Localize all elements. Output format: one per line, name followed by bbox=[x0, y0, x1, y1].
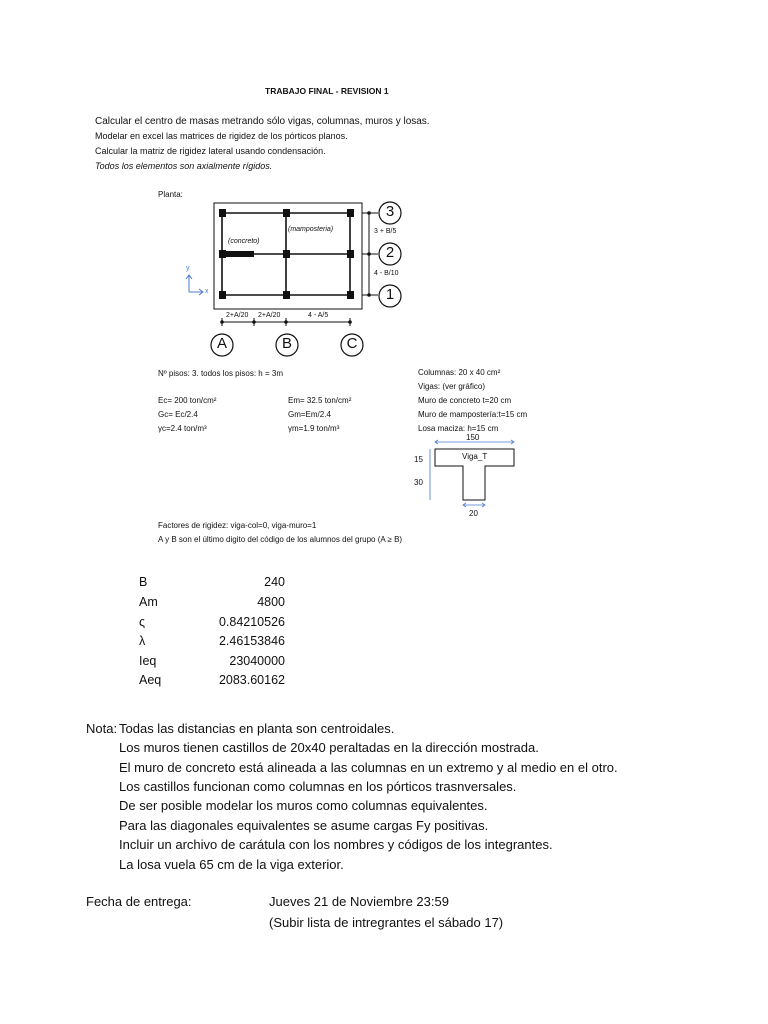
floors-text: Nº pisos: 3. todos los pisos: h = 3m bbox=[158, 369, 283, 378]
instruction-line: Calcular el centro de masas metrando sólo vigas, columnas, muros y losas. bbox=[95, 116, 430, 127]
concrete-prop: Gc= Ec/2.4 bbox=[158, 410, 198, 419]
note-line: Los muros tienen castillos de 20x40 peraltadas en la dirección mostrada. bbox=[119, 740, 539, 755]
instruction-line: Todos los elementos son axialmente rígidos. bbox=[95, 161, 273, 171]
row-axis-3: 3 bbox=[385, 203, 395, 220]
element-prop: Muro de mampostería:t=15 cm bbox=[418, 410, 528, 419]
masonry-prop: Gm=Em/2.4 bbox=[288, 410, 331, 419]
col-span-1: 2+A/20 bbox=[226, 312, 249, 319]
row-span-lower: 4 - B/10 bbox=[374, 270, 399, 277]
value-number: 2083.60162 bbox=[218, 673, 285, 687]
concrete-wall-label: (concreto) bbox=[228, 238, 260, 245]
flange-width-label: 150 bbox=[466, 433, 480, 442]
beam-name-label: Viga_T bbox=[462, 452, 488, 461]
delivery-label: Fecha de entrega: bbox=[86, 894, 192, 909]
value-label: Aeq bbox=[139, 673, 162, 687]
col-axis-a: A bbox=[216, 335, 227, 352]
value-number: 4800 bbox=[257, 595, 285, 609]
value-label: B bbox=[139, 575, 148, 589]
element-prop: Muro de concreto t=20 cm bbox=[418, 396, 512, 405]
note-line: Los castillos funcionan como columnas en los pórticos trasnversales. bbox=[119, 779, 517, 794]
col-axis-b: B bbox=[281, 335, 292, 352]
col-axis-c: C bbox=[346, 335, 358, 352]
element-prop: Columnas: 20 x 40 cm² bbox=[418, 368, 501, 377]
value-number: 240 bbox=[264, 575, 285, 589]
section-dimension-arrows bbox=[430, 440, 514, 507]
value-number: 2.46153846 bbox=[218, 634, 285, 648]
row-span-upper: 3 + B/5 bbox=[374, 228, 397, 235]
value-label: Am bbox=[139, 595, 158, 609]
delivery-remark: (Subir lista de intregrantes el sábado 17) bbox=[269, 915, 504, 930]
axis-y-label: y bbox=[186, 265, 190, 272]
concrete-wall bbox=[222, 251, 254, 257]
axis-x-label: x bbox=[205, 288, 209, 295]
note-line: Para las diagonales equivalentes se asume cargas Fy positivas. bbox=[119, 818, 489, 833]
note-line: La losa vuela 65 cm de la viga exterior. bbox=[119, 857, 344, 872]
note-prefix: Nota: bbox=[86, 721, 118, 736]
note-line: Todas las distancias en planta son centroidales. bbox=[119, 721, 395, 736]
note-line: El muro de concreto está alineada a las columnas en un extremo y al medio en el otro. bbox=[119, 760, 618, 775]
factors-line: Factores de rigidez: viga-col=0, viga-muro=1 bbox=[158, 521, 317, 530]
instruction-line: Modelar en excel las matrices de rigidez de los pórticos planos. bbox=[95, 131, 348, 141]
note-line: De ser posible modelar los muros como columnas equivalentes. bbox=[119, 798, 488, 813]
axes-indicator bbox=[186, 275, 203, 295]
masonry-wall-label: (mamposteria) bbox=[288, 226, 334, 233]
web-depth-label: 30 bbox=[414, 478, 423, 487]
masonry-prop: Em= 32.5 ton/cm² bbox=[288, 396, 352, 405]
value-number: 23040000 bbox=[229, 654, 285, 668]
value-label: ς bbox=[139, 615, 146, 629]
flange-depth-label: 15 bbox=[414, 455, 423, 464]
value-label: Ieq bbox=[139, 654, 157, 668]
row-axis-1: 1 bbox=[385, 286, 395, 303]
note-line: Incluir un archivo de carátula con los nombres y códigos de los integrantes. bbox=[119, 837, 553, 852]
instruction-line: Calcular la matriz de rigidez lateral usando condensación. bbox=[95, 146, 326, 156]
value-label: λ bbox=[139, 634, 146, 648]
web-width-label: 20 bbox=[469, 509, 478, 518]
masonry-prop: γm=1.9 ton/m³ bbox=[288, 424, 340, 433]
element-prop: Vigas: (ver gráfico) bbox=[418, 382, 485, 391]
factors-line: A y B son el último digito del código de los alumnos del grupo (A ≥ B) bbox=[158, 535, 403, 544]
document-title: TRABAJO FINAL - REVISION 1 bbox=[265, 86, 389, 96]
concrete-prop: Ec= 200 ton/cm² bbox=[158, 396, 217, 405]
col-span-3: 4 - A/5 bbox=[308, 312, 329, 319]
row-axis-2: 2 bbox=[385, 244, 395, 261]
value-number: 0.84210526 bbox=[218, 615, 285, 629]
concrete-prop: γc=2.4 ton/m³ bbox=[158, 424, 207, 433]
plan-label: Planta: bbox=[158, 190, 183, 199]
delivery-date: Jueves 21 de Noviembre 23:59 bbox=[269, 894, 449, 909]
element-prop: Losa maciza: h=15 cm bbox=[418, 424, 499, 433]
col-span-2: 2+A/20 bbox=[258, 312, 281, 319]
